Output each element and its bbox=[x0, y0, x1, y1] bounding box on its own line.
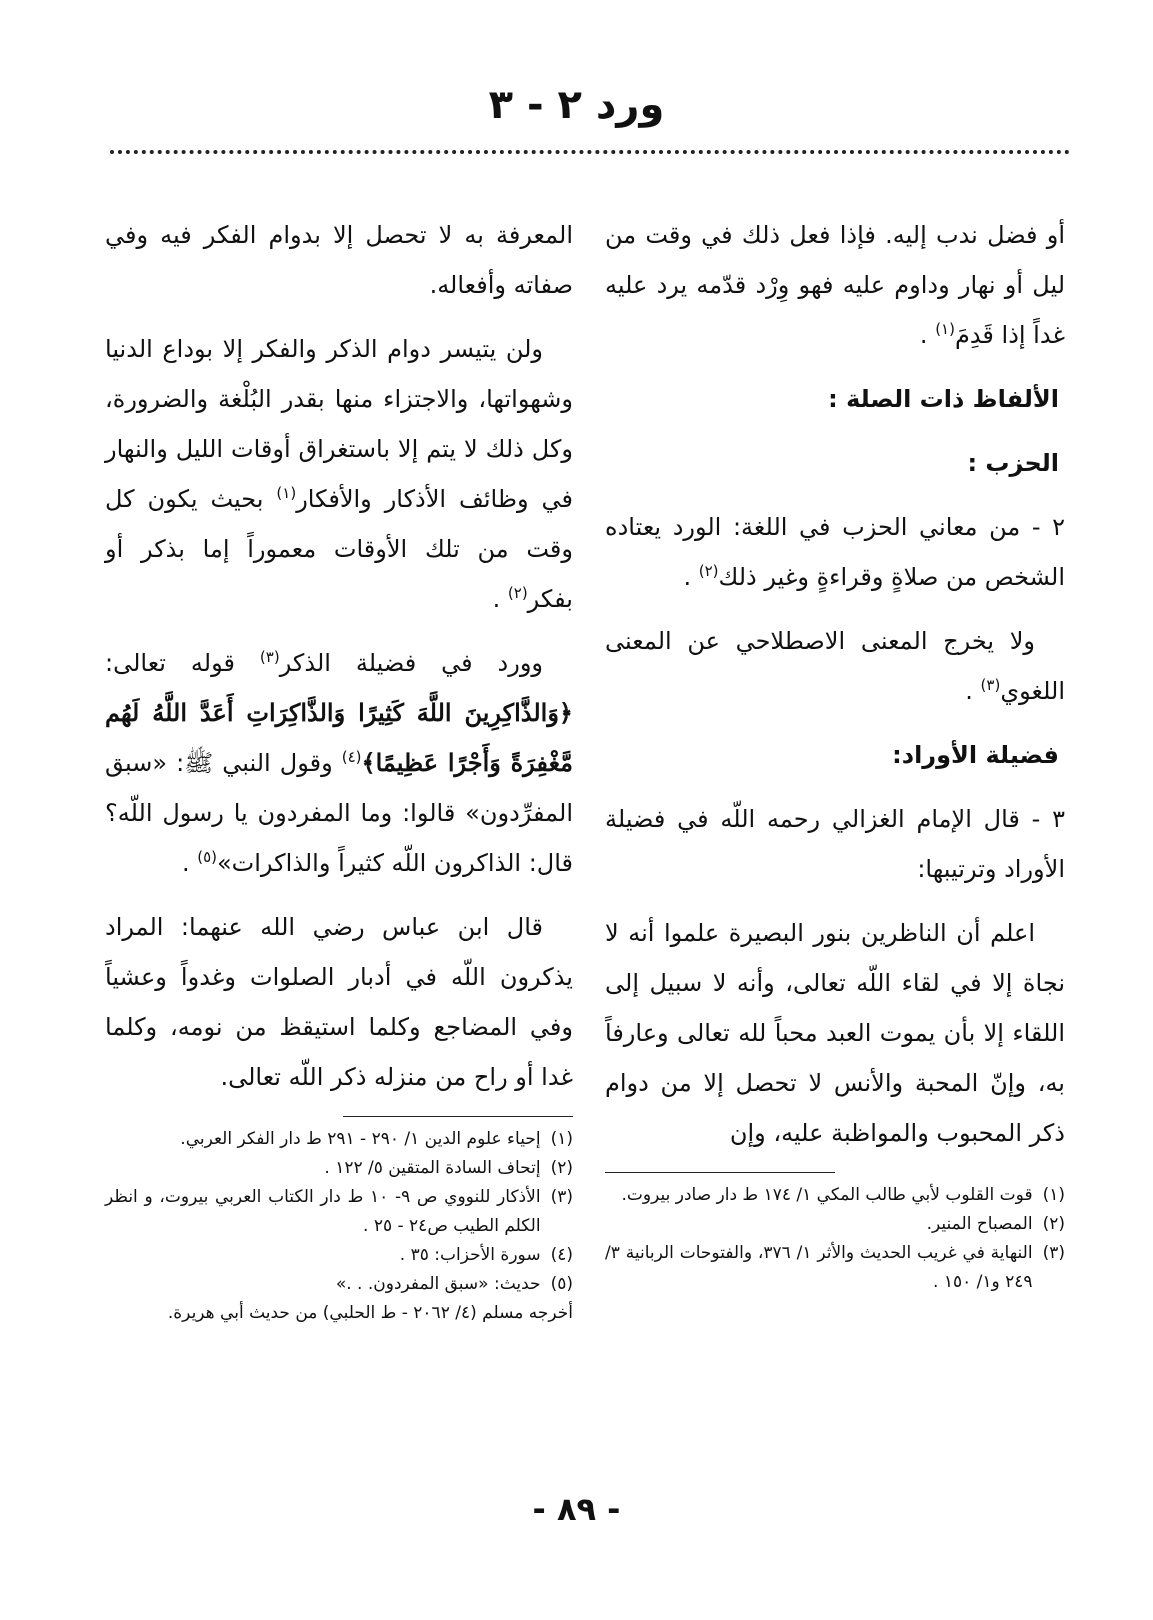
footnote-number: (٣) bbox=[1042, 1243, 1065, 1263]
footnote-text: النهاية في غريب الحديث والأثر ١/ ٣٧٦، والفتوحات الربانية ٣/ ٢٤٩ و١/ ١٥٠ . bbox=[605, 1243, 1033, 1292]
punctuation: . bbox=[181, 849, 198, 877]
right-paragraph-3 bbox=[605, 616, 1065, 716]
left-paragraph-3 bbox=[105, 638, 573, 888]
footnote-text: سورة الأحزاب: ٣٥ . bbox=[399, 1245, 541, 1265]
right-paragraph-4: ٣ - قال الإمام الغزالي رحمه اللّه في فضيلة الأوراد وترتيبها: bbox=[605, 805, 1065, 883]
left-footnotes bbox=[105, 1125, 573, 1328]
footnote-item bbox=[105, 1125, 573, 1154]
footnote-item bbox=[605, 1239, 1065, 1297]
footnote-item bbox=[605, 1181, 1065, 1210]
footnote-item bbox=[105, 1241, 573, 1270]
left-paragraph-2-text-b: بحيث يكون كل وقت من تلك الأوقات معموراً إما بذكر أو بفكر bbox=[105, 485, 573, 613]
footnote-ref[interactable]: (٣) bbox=[259, 648, 280, 666]
right-paragraph-1 bbox=[605, 210, 1065, 360]
left-paragraph-2 bbox=[105, 324, 573, 624]
footnote-separator bbox=[343, 1116, 573, 1117]
punctuation: . bbox=[683, 563, 699, 591]
right-column bbox=[605, 210, 1065, 1297]
footnote-item bbox=[105, 1154, 573, 1183]
left-paragraph-1: المعرفة به لا تحصل إلا بدوام الفكر فيه وفي صفاته وأفعاله. bbox=[105, 221, 573, 299]
right-footnotes bbox=[605, 1181, 1065, 1297]
heading-virtue-of-awrad: فضيلة الأوراد: bbox=[892, 741, 1059, 769]
footnote-ref[interactable]: (٤) bbox=[341, 748, 362, 766]
page-header-title: ورد ٢ - ٣ bbox=[488, 82, 665, 128]
footnote-text: إحياء علوم الدين ١/ ٢٩٠ - ٢٩١ ط دار الفكر العربي. bbox=[180, 1129, 541, 1149]
right-paragraph-3-text: ولا يخرج المعنى الاصطلاحي عن المعنى اللغوي bbox=[605, 627, 1065, 705]
footnote-ref[interactable]: (٢) bbox=[698, 562, 719, 580]
left-column bbox=[105, 210, 573, 1328]
left-paragraph-2-text-a: ولن يتيسر دوام الذكر والفكر إلا بوداع الدنيا وشهواتها، والاجتزاء منها بقدر البُلْغة والضرورة، وكل ذلك لا يتم إلا باستغراق أوقات الليل والنهار في وظائف الأذكار والأفكار bbox=[105, 335, 573, 513]
right-paragraph-1-text: أو فضل ندب إليه. فإذا فعل ذلك في وقت من ليل أو نهار وداوم عليه فهو وِرْد قدّمه يرد عليه غداً إذا قَدِمَ bbox=[605, 221, 1065, 349]
footnote-item bbox=[105, 1270, 573, 1299]
footnote-continuation: أخرجه مسلم (٤/ ٢٠٦٢ - ط الحلبي) من حديث أبي هريرة. bbox=[167, 1303, 573, 1323]
footnote-text: حديث: «سبق المفردون. . .» bbox=[335, 1274, 541, 1294]
right-paragraph-5: اعلم أن الناظرين بنور البصيرة علموا أنه لا نجاة إلا في لقاء اللّه تعالى، وأنه لا سبيل إلى اللقاء إلا بأن يموت العبد محباً لله تعالى وعارفاً به، وإنّ المحبة والأنس لا تحصل إلا من دوام ذكر المحبوب والمواظبة عليه، وإن bbox=[605, 919, 1065, 1147]
footnote-separator bbox=[605, 1172, 835, 1173]
heading-related-terms: الألفاظ ذات الصلة : bbox=[828, 385, 1059, 413]
left-paragraph-3-text-c: وقول النبي ﷺ: «سبق المفرِّدون» قالوا: وما المفردون يا رسول اللّه؟ قال: الذاكرون اللّه كثيراً والذاكرات» bbox=[105, 749, 573, 877]
left-paragraph-3-text-b: قوله تعالى: bbox=[105, 649, 260, 677]
footnote-item bbox=[605, 1210, 1065, 1239]
footnote-text: المصباح المنير. bbox=[926, 1214, 1033, 1234]
footnote-ref[interactable]: (١) bbox=[276, 484, 297, 502]
right-paragraph-2 bbox=[605, 502, 1065, 602]
footnote-number: (٣) bbox=[550, 1187, 573, 1207]
heading-hizb: الحزب : bbox=[967, 449, 1059, 477]
left-paragraph-4: قال ابن عباس رضي الله عنهما: المراد يذكرون اللّه في أدبار الصلوات وغدواً وعشياً وفي المضاجع وكلما استيقظ من نومه، وكلما غدا أو راح من منزله ذكر اللّه تعالى. bbox=[105, 913, 573, 1091]
punctuation: . bbox=[492, 585, 508, 613]
footnote-ref[interactable]: (٣) bbox=[980, 676, 1001, 694]
footnote-number: (٢) bbox=[1042, 1214, 1065, 1234]
punctuation: . bbox=[919, 321, 936, 349]
footnote-text: إتحاف السادة المتقين ٥/ ١٢٢ . bbox=[324, 1158, 541, 1178]
footnote-text: الأذكار للنووي ص ٩- ١٠ ط دار الكتاب العربي بيروت، و انظر الكلم الطيب ص٢٤ - ٢٥ . bbox=[105, 1187, 541, 1236]
footnote-text: قوت القلوب لأبي طالب المكي ١/ ١٧٤ ط دار صادر بيروت. bbox=[621, 1185, 1033, 1205]
footnote-ref[interactable]: (٥) bbox=[197, 848, 217, 866]
footnote-number: (٥) bbox=[550, 1274, 573, 1294]
footnote-number: (١) bbox=[1042, 1185, 1065, 1205]
footnote-ref[interactable]: (١) bbox=[935, 320, 955, 338]
footnote-number: (٢) bbox=[550, 1158, 573, 1178]
page-number: - ٨٩ - bbox=[532, 1490, 621, 1528]
quran-verse: ﴿وَالذَّاكِرِينَ اللَّهَ كَثِيرًا وَالذَّاكِرَاتِ أَعَدَّ اللَّهُ لَهُم مَّغْفِرَةً وَأَجْرًا عَظِيمًا﴾ bbox=[105, 698, 574, 777]
footnote-number: (١) bbox=[550, 1129, 573, 1149]
punctuation: . bbox=[965, 677, 981, 705]
right-paragraph-2-text: ٢ - من معاني الحزب في اللغة: الورد يعتاده الشخص من صلاةٍ وقراءةٍ وغير ذلك bbox=[605, 513, 1065, 591]
header-dotted-rule bbox=[110, 150, 1070, 154]
footnote-ref[interactable]: (٢) bbox=[507, 584, 528, 602]
footnote-number: (٤) bbox=[550, 1245, 573, 1265]
left-paragraph-3-text-a: وورد في فضيلة الذكر bbox=[279, 649, 544, 677]
footnote-item bbox=[105, 1183, 573, 1241]
